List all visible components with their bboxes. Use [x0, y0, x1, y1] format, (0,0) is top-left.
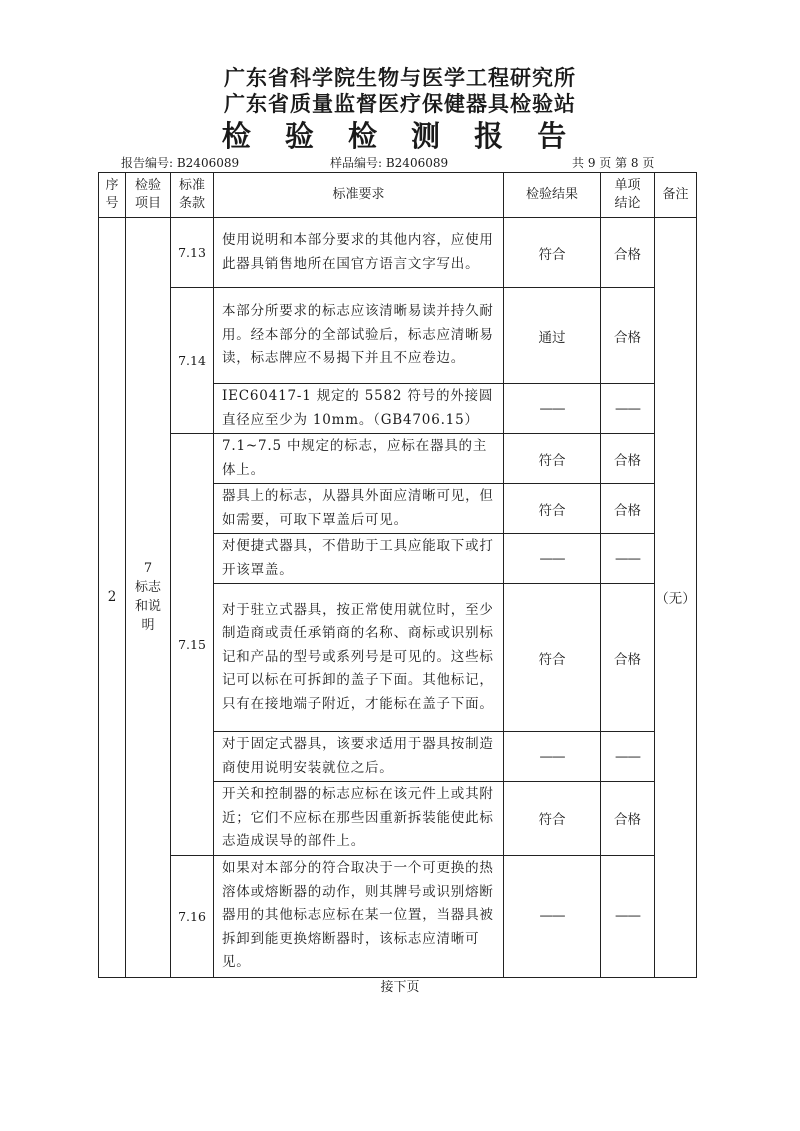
report-number: 报告编号: B2406089	[121, 156, 240, 170]
result-cell: 符合	[504, 584, 601, 732]
remark-cell: （无）	[655, 218, 697, 978]
requirement-cell: 7.1~7.5 中规定的标志，应标在器具的主体上。	[214, 434, 504, 484]
requirement-cell: 对于驻立式器具，按正常使用就位时，至少制造商或责任承销商的名称、商标或识别标记和产品的型号或系列号是可见的。这些标记可以标在可拆卸的盖子下面。其他标记，只有在接地端子附近，才能标在盖子下面。	[214, 584, 504, 732]
result-cell: 符合	[504, 218, 601, 288]
conclusion-cell: ——	[601, 732, 655, 782]
result-cell: ——	[504, 384, 601, 434]
header-item: 检验 项目	[126, 173, 171, 218]
result-cell: 通过	[504, 288, 601, 384]
table-row	[99, 288, 697, 384]
table-header-row	[99, 173, 697, 218]
requirement-cell: 器具上的标志，从器具外面应清晰可见，但如需要，可取下罩盖后可见。	[214, 484, 504, 534]
conclusion-cell: ——	[601, 855, 655, 977]
org-name-line2: 广东省质量监督医疗保健器具检验站	[224, 91, 576, 116]
header-result: 检验结果	[504, 173, 601, 218]
table-row	[99, 434, 697, 484]
header-conclusion: 单项 结论	[601, 173, 655, 218]
table-row	[99, 218, 697, 288]
header-remark: 备注	[655, 173, 697, 218]
requirement-cell: 本部分所要求的标志应该清晰易读并持久耐用。经本部分的全部试验后，标志应清晰易读，标志牌应不易揭下并且不应卷边。	[214, 288, 504, 384]
clause-cell: 7.15	[171, 434, 214, 856]
conclusion-cell: ——	[601, 384, 655, 434]
header-clause: 标准 条款	[171, 173, 214, 218]
conclusion-cell: 合格	[601, 434, 655, 484]
clause-cell: 7.13	[171, 218, 214, 288]
page-info: 共 9 页 第 8 页	[572, 156, 655, 170]
clause-cell: 7.14	[171, 288, 214, 434]
conclusion-cell: 合格	[601, 782, 655, 856]
requirement-cell: IEC60417-1 规定的 5582 符号的外接圆直径应至少为 10mm。（GB4706.15）	[214, 384, 504, 434]
requirement-cell: 开关和控制器的标志应标在该元件上或其附近；它们不应标在那些因重新拆装能使此标志造成误导的部件上。	[214, 782, 504, 856]
conclusion-cell: 合格	[601, 484, 655, 534]
header-seq: 序 号	[99, 173, 126, 218]
clause-cell: 7.16	[171, 855, 214, 977]
conclusion-cell: 合格	[601, 288, 655, 384]
item-cell: 7 标志 和说 明	[126, 218, 171, 978]
conclusion-cell: ——	[601, 534, 655, 584]
seq-cell: 2	[99, 218, 126, 978]
result-cell: 符合	[504, 782, 601, 856]
continued-note: 接下页	[380, 980, 420, 995]
requirement-cell: 如果对本部分的符合取决于一个可更换的热溶体或熔断器的动作，则其牌号或识别熔断器用的其他标志应标在某一位置，当器具被拆卸到能更换熔断器时，该标志应清晰可见。	[214, 855, 504, 977]
requirement-cell: 对便捷式器具，不借助于工具应能取下或打开该罩盖。	[214, 534, 504, 584]
result-cell: ——	[504, 534, 601, 584]
conclusion-cell: 合格	[601, 218, 655, 288]
header-requirement: 标准要求	[214, 173, 504, 218]
result-cell: 符合	[504, 434, 601, 484]
requirement-cell: 对于固定式器具，该要求适用于器具按制造商使用说明安装就位之后。	[214, 732, 504, 782]
sample-number: 样品编号: B2406089	[330, 156, 449, 170]
result-cell: 符合	[504, 484, 601, 534]
org-name-line1: 广东省科学院生物与医学工程研究所	[224, 65, 576, 90]
table-row	[99, 855, 697, 977]
requirement-cell: 使用说明和本部分要求的其他内容，应使用此器具销售地所在国官方语言文字写出。	[214, 218, 504, 288]
conclusion-cell: 合格	[601, 584, 655, 732]
result-cell: ——	[504, 732, 601, 782]
report-title: 检 验 检 测 报 告	[221, 119, 579, 153]
inspection-table	[98, 172, 697, 978]
result-cell: ——	[504, 855, 601, 977]
